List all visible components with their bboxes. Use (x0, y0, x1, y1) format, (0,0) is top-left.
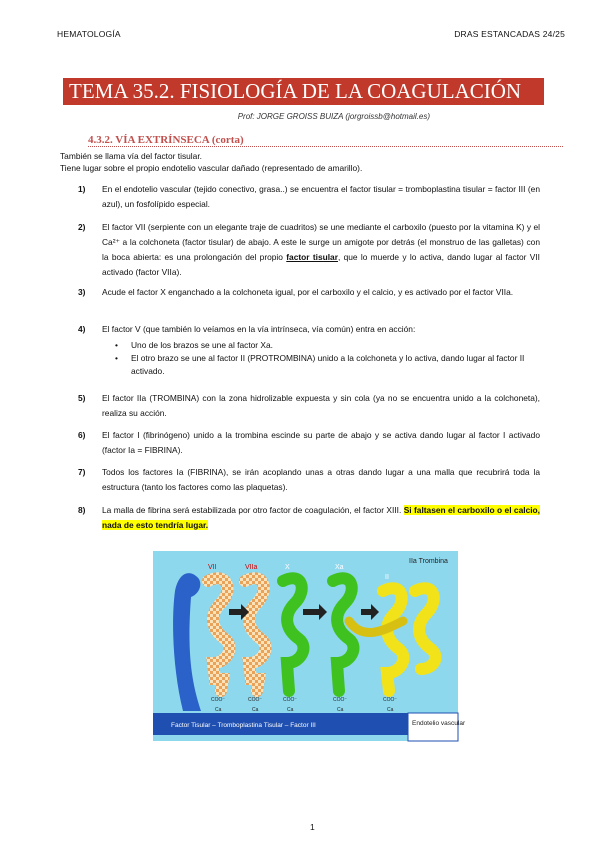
cooh-label: COO⁻ (383, 697, 398, 703)
label-viia: VIIa (245, 564, 258, 571)
cooh-label: COO⁻ (283, 697, 298, 703)
bullet-item: • Uno de los brazos se une al factor Xa. (115, 339, 540, 352)
step-text: El factor I (fibrinógeno) unido a la trombina escinde su parte de abajo y se activa dando lugar al factor I activado (factor Ia = FIBRINA). (102, 430, 540, 455)
label-vii: VII (208, 564, 217, 571)
warning-highlight: Si faltasen el carboxilo o el calcio, nada de esto tendría lugar. (102, 505, 540, 530)
endothelium-box (408, 713, 458, 741)
label-ii: II (385, 574, 389, 581)
endothelium-text: Endotelio vascular (412, 720, 466, 727)
label-x: X (285, 564, 290, 571)
step-text: En el endotelio vascular (tejido conectivo, grasa..) se encuentra el factor tisular = tromboplastina tisular = factor III (en azul), un fosfolípido especial. (102, 184, 540, 209)
step-text: El factor VII (serpiente con un elegante traje de cuadritos) se une mediante el carboxilo (puesto por la vitamina K) y el Ca²⁺ a la colchoneta (factor tisular) de abajo. A este le surge un amigote por detrás (el monstruo de las galletas) con la boca abierta: es una prolongación del propio factor tisular, que lo muerde y lo activa, dando lugar al factor VII activado (factor VIIa). (102, 222, 541, 277)
cooh-label: COO⁻ (248, 697, 263, 703)
step-2 (60, 220, 540, 280)
ca-label: Ca (215, 707, 222, 713)
header-group: DRAS ESTANCADAS 24/25 (454, 29, 565, 39)
step-number: 8) (78, 505, 86, 515)
ca-label: Ca (252, 707, 259, 713)
header-subject: HEMATOLOGÍA (57, 29, 121, 39)
step-number: 7) (78, 467, 86, 477)
ca-label: Ca (387, 707, 394, 713)
bullet-item: • El otro brazo se une al factor II (PROTROMBINA) unido a la colchoneta y lo activa, dando lugar al factor II activado. (115, 352, 540, 378)
step-text: El factor V (que también lo veíamos en la vía intrínseca, vía común) entra en acción: (102, 324, 416, 334)
step-number: 3) (78, 287, 86, 297)
cooh-label: COO⁻ (211, 697, 226, 703)
step-number: 1) (78, 184, 86, 194)
step-text: Todos los factores Ia (FIBRINA), se irán acoplando unas a otras dando lugar a una malla que recubrirá toda la estructura (tanto los factores como las plaquetas). (102, 467, 540, 492)
step-number: 6) (78, 430, 86, 440)
tissue-factor-bar-text: Factor Tisular – Tromboplastina Tisular – Factor III (171, 722, 316, 729)
step-8 (60, 503, 540, 533)
section-underline (88, 146, 563, 147)
label-xa: Xa (335, 564, 344, 571)
step-text: Acude el factor X enganchado a la colchoneta igual, por el carboxilo y el calcio, y es activado por el factor VIIa. (102, 287, 514, 297)
step-1 (60, 182, 540, 212)
step-number: 4) (78, 324, 86, 334)
intro-line-2: Tiene lugar sobre el propio endotelio vascular dañado (representado de amarillo). (60, 163, 363, 173)
step-number: 5) (78, 393, 86, 403)
step-number: 2) (78, 222, 86, 232)
step-text: El factor IIa (TROMBINA) con la zona hidrolizable expuesta y sin cola (ya no se encuentra unido a la colchoneta), realiza su acción. (102, 393, 540, 418)
step-7 (60, 465, 540, 495)
step-4 (60, 322, 540, 378)
ca-label: Ca (337, 707, 344, 713)
step-3 (60, 285, 540, 300)
ca-label: Ca (287, 707, 294, 713)
page-title: TEMA 35.2. FISIOLOGÍA DE LA COAGULACIÓN (63, 78, 544, 105)
professor-line: Prof: JORGE GROISS BUIZA (jorgroissb@hotmail.es) (237, 112, 430, 121)
step-4-bullets (115, 339, 540, 378)
label-iia: IIa Trombina (409, 558, 448, 565)
cooh-label: COO⁻ (333, 697, 348, 703)
step-6 (60, 428, 540, 458)
step-text: La malla de fibrina será estabilizada por otro factor de coagulación, el factor XIII. Si faltasen el carboxilo o el calcio, nada de esto tendría lugar. (102, 505, 540, 530)
coagulation-figure (153, 551, 466, 741)
step-5 (60, 391, 540, 421)
intro-line-1: También se llama vía del factor tisular. (60, 151, 202, 161)
page-number: 1 (310, 822, 315, 832)
section-heading: 4.3.2. VÍA EXTRÍNSECA (corta) (88, 134, 244, 146)
